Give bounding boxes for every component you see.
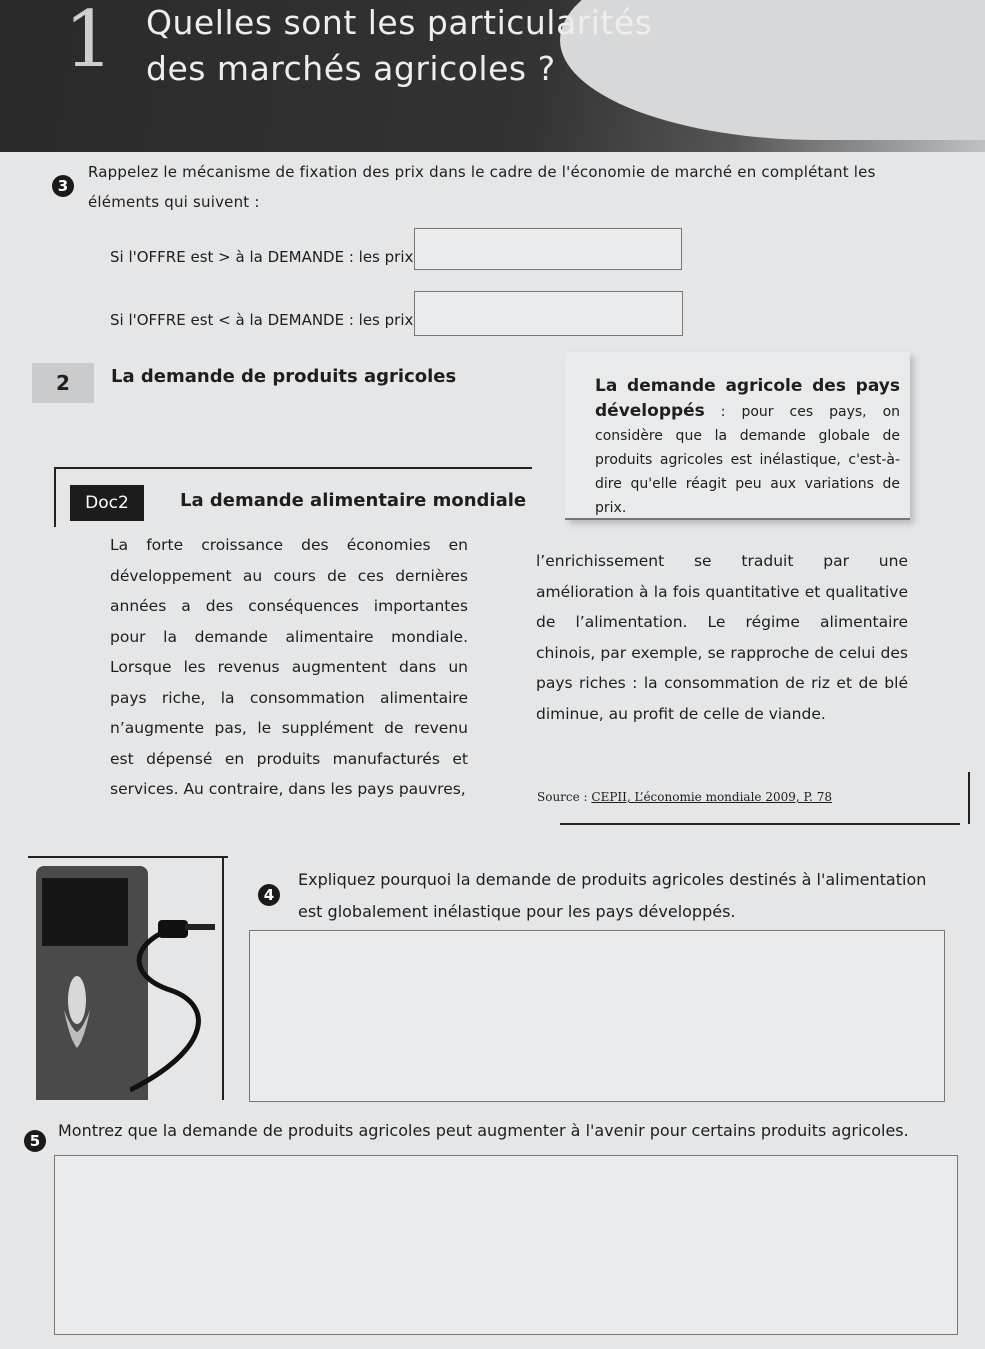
document-source	[537, 790, 832, 804]
document-right-column: l’enrichissement se traduit par une amélioration à la fois quantitative et qualitative de l’alimentation. Le régime alimentaire chinois, par exemple, se rapproche de celui des pays riches : la consommation de riz et de blé diminue, au profit de celle de viande.	[536, 552, 908, 723]
question-3-badge: 3	[52, 175, 74, 197]
question-5-answer[interactable]	[54, 1155, 958, 1335]
document-tag: Doc2	[70, 485, 144, 521]
question-3-prompt-line2: éléments qui suivent :	[88, 193, 260, 211]
document-divider-vertical	[54, 467, 56, 527]
definition-text	[595, 374, 900, 520]
question-4-badge: 4	[258, 884, 280, 906]
question-5-prompt: Montrez que la demande de produits agricoles peut augmenter à l'avenir pour certains produits agricoles.	[58, 1121, 909, 1140]
document-source-label: Source :	[537, 790, 592, 804]
question-4-answer[interactable]	[249, 930, 945, 1102]
question-3-answer-2[interactable]	[414, 291, 683, 336]
chapter-title-line2: des marchés agricoles ?	[146, 49, 556, 88]
question-4-prompt: Expliquez pourquoi la demande de produits agricoles destinés à l'alimentation est globalement inélastique pour les pays développés.	[298, 870, 927, 921]
fuel-pump-screen	[42, 878, 128, 946]
document-divider	[54, 467, 532, 469]
document-source-reference: CEPII, L’économie mondiale 2009, P. 78	[591, 790, 833, 804]
question-5-badge: 5	[24, 1130, 46, 1152]
definition-term-line2: développés	[595, 401, 705, 421]
illustration-frame-top	[28, 856, 228, 858]
chapter-number: 1	[64, 0, 114, 85]
source-divider-vertical	[968, 772, 970, 824]
question-3-answer-1[interactable]	[414, 228, 682, 270]
question-3-prompt-line1: Rappelez le mécanisme de fixation des prix dans le cadre de l'économie de marché en complétant les	[88, 163, 876, 181]
question-3-prompt	[88, 162, 918, 212]
section-number: 2	[32, 363, 94, 403]
question-3-case-1: Si l'OFFRE est > à la DEMANDE : les prix	[110, 248, 414, 266]
document-left-column: La forte croissance des économies en développement au cours de ces dernières années a des conséquences importantes pour la demande alimentaire mondiale. Lorsque les revenus augmentent dans un pays riche, la consommation alimentaire n’augmente pas, le supplément de revenu est dépensé en produits manufacturés et services. Au contraire, dans les pays pauvres,	[110, 536, 468, 798]
document-title: La demande alimentaire mondiale	[180, 490, 527, 511]
fuel-hose-icon	[130, 920, 230, 1100]
chapter-title-line1: Quelles sont les particularités	[146, 3, 653, 42]
chapter-title	[146, 0, 652, 92]
corn-icon	[60, 970, 94, 1050]
definition-term-line1: La demande agricole des pays	[595, 376, 900, 396]
question-3-case-2: Si l'OFFRE est < à la DEMANDE : les prix	[110, 311, 414, 329]
definition-body: : pour ces pays, on considère que la demande globale de produits agricoles est inélastique, c'est-à-dire qu'elle réagit peu aux variations de prix.	[595, 404, 901, 516]
section-title: La demande de produits agricoles	[111, 366, 457, 387]
source-divider	[560, 823, 960, 825]
